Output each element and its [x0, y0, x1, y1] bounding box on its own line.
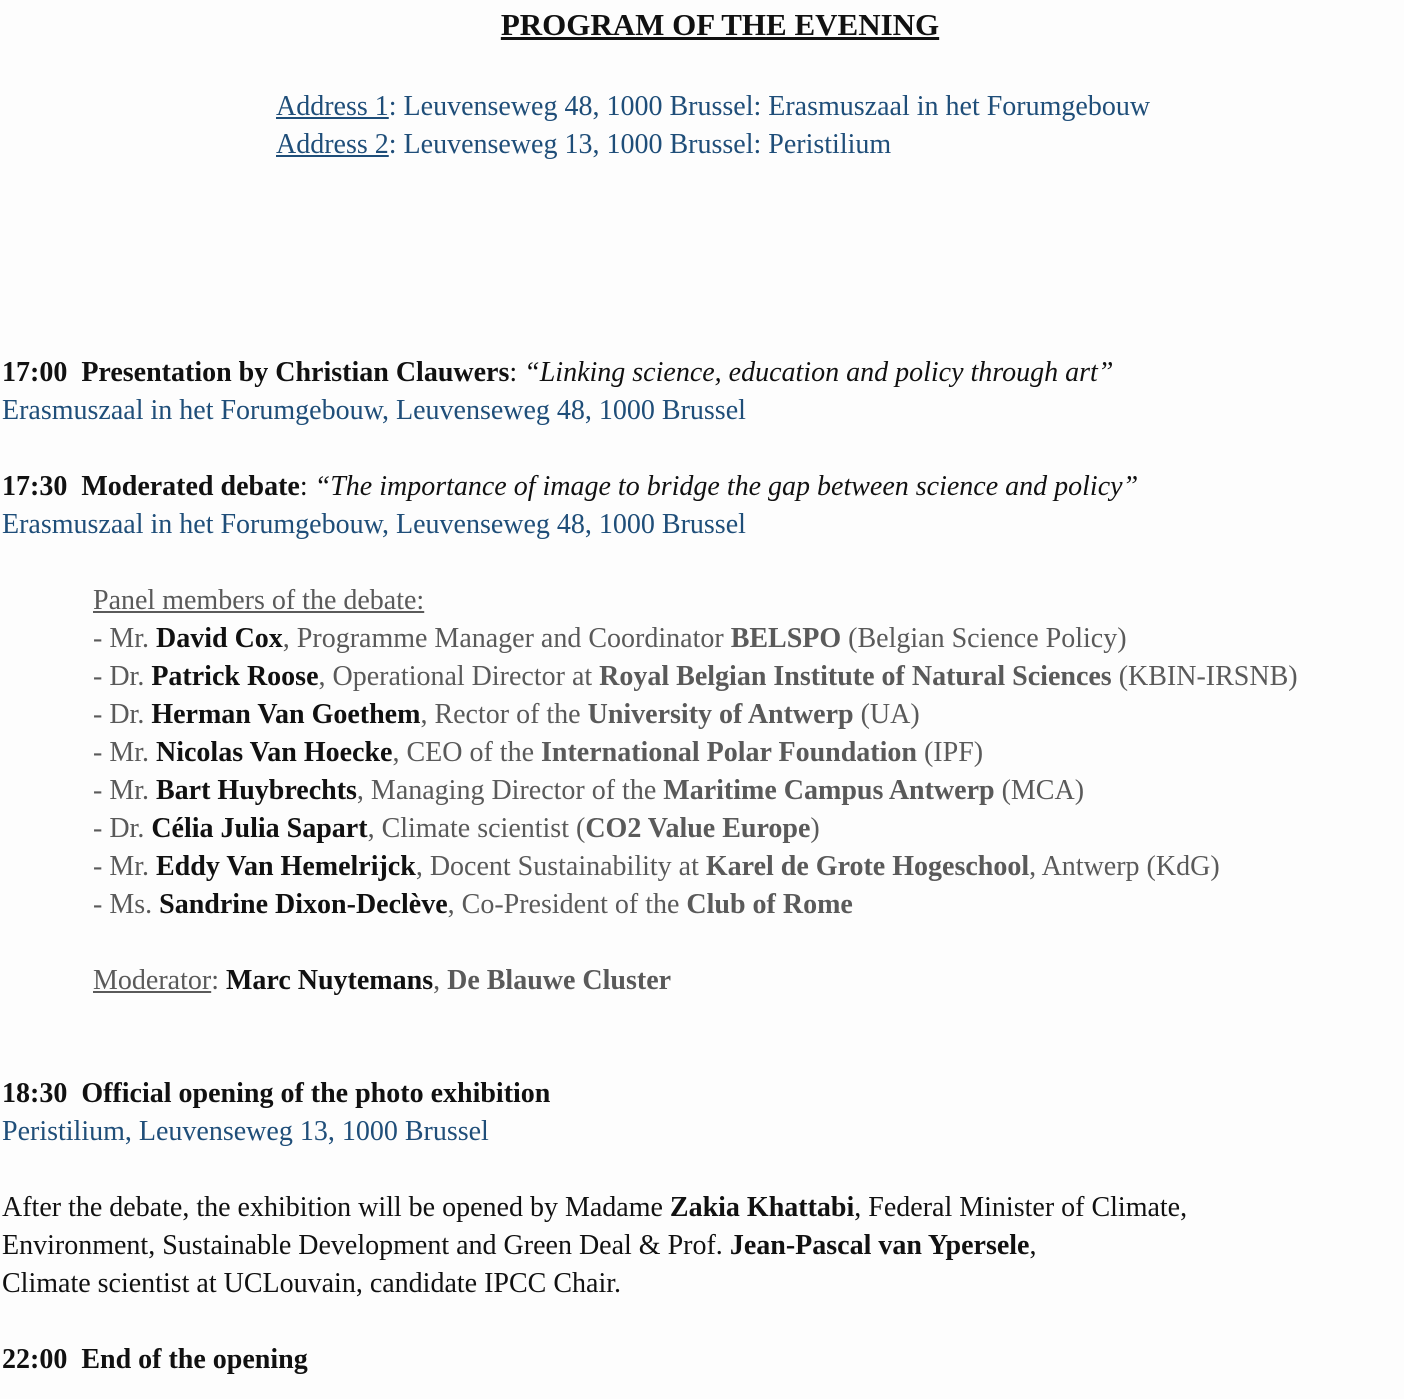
- member-title: - Mr.: [93, 775, 156, 806]
- member-role: , Docent Sustainability at: [415, 851, 706, 882]
- event-1700-heading: [2, 354, 1113, 392]
- member-name: David Cox: [156, 623, 283, 654]
- member-name: Bart Huybrechts: [156, 775, 357, 806]
- member-role: , Rector of the: [420, 699, 588, 730]
- event-time: 18:30: [2, 1078, 68, 1109]
- member-org: University of Antwerp: [587, 699, 854, 730]
- moderator-name: Marc Nuytemans: [225, 965, 434, 996]
- panel-heading: Panel members of the debate:: [93, 585, 425, 616]
- member-role: , Climate scientist (: [367, 813, 586, 844]
- member-org: International Polar Foundation: [541, 737, 917, 768]
- member-title: - Mr.: [93, 851, 156, 882]
- member-suffix: (UA): [853, 699, 920, 730]
- address-1: [276, 88, 1150, 126]
- member-title: - Dr.: [93, 661, 152, 692]
- member-suffix: (KBIN-IRSNB): [1111, 661, 1298, 692]
- event-1730-heading: [2, 468, 1138, 506]
- member-name: Célia Julia Sapart: [151, 813, 368, 844]
- member-role: , CEO of the: [392, 737, 541, 768]
- address-2-text: : Leuvenseweg 13, 1000 Brussel: Peristilium: [388, 129, 892, 160]
- address-2-label[interactable]: Address 2: [276, 129, 389, 160]
- panel-member: [93, 658, 1298, 696]
- event-1830-heading: [2, 1075, 550, 1113]
- member-role: , Operational Director at: [318, 661, 600, 692]
- event-1830-location: Peristilium, Leuvenseweg 13, 1000 Brussel: [2, 1116, 489, 1147]
- member-name: Eddy Van Hemelrijck: [156, 851, 416, 882]
- event-time: 17:30: [2, 471, 68, 502]
- member-title: - Dr.: [93, 699, 152, 730]
- opening-text-line-3: Climate scientist at UCLouvain, candidate IPCC Chair.: [2, 1268, 622, 1299]
- member-name: Patrick Roose: [151, 661, 319, 692]
- member-name: Sandrine Dixon-Declève: [159, 889, 448, 920]
- member-suffix: (MCA): [994, 775, 1085, 806]
- event-separator: :: [509, 357, 525, 388]
- address-1-label[interactable]: Address 1: [276, 91, 389, 122]
- member-title: - Dr.: [93, 813, 152, 844]
- opening-text-line-1: [2, 1189, 1187, 1227]
- member-org: Club of Rome: [686, 889, 853, 920]
- moderator-line: [93, 962, 671, 1000]
- member-org: Karel de Grote Hogeschool: [705, 851, 1030, 882]
- event-2200-heading: [2, 1341, 308, 1379]
- address-1-text: : Leuvenseweg 48, 1000 Brussel: Erasmuszaal in het Forumgebouw: [388, 91, 1151, 122]
- moderator-label: Moderator: [93, 965, 212, 996]
- member-org: BELSPO: [730, 623, 842, 654]
- panel-member: [93, 620, 1127, 658]
- event-name: End of the opening: [81, 1344, 308, 1375]
- event-1700-location: Erasmuszaal in het Forumgebouw, Leuvenseweg 48, 1000 Brussel: [2, 395, 746, 426]
- event-1730-location: Erasmuszaal in het Forumgebouw, Leuvenseweg 48, 1000 Brussel: [2, 509, 746, 540]
- moderator-comma: ,: [433, 965, 448, 996]
- opening-text: Environment, Sustainable Development and Green Deal & Prof.: [2, 1230, 730, 1261]
- event-name: Presentation by Christian Clauwers: [81, 357, 510, 388]
- member-suffix: (Belgian Science Policy): [841, 623, 1127, 654]
- event-time: 17:00: [2, 357, 68, 388]
- member-suffix: (IPF): [916, 737, 984, 768]
- opening-person-name: Zakia Khattabi: [669, 1192, 855, 1223]
- member-org: Royal Belgian Institute of Natural Sciences: [599, 661, 1112, 692]
- member-role: , Co-President of the: [447, 889, 687, 920]
- panel-member: [93, 886, 853, 924]
- opening-person-name: Jean-Pascal van Ypersele: [729, 1230, 1030, 1261]
- panel-member: [93, 772, 1084, 810]
- member-suffix: ): [810, 813, 820, 844]
- event-quote: “The importance of image to bridge the gap between science and policy”: [314, 471, 1139, 502]
- opening-text: , Federal Minister of Climate,: [854, 1192, 1188, 1223]
- opening-text: ,: [1029, 1230, 1037, 1261]
- opening-text: After the debate, the exhibition will be opened by Madame: [2, 1192, 670, 1223]
- member-org: CO2 Value Europe: [585, 813, 811, 844]
- member-name: Nicolas Van Hoecke: [156, 737, 393, 768]
- event-separator: :: [299, 471, 315, 502]
- panel-member: [93, 696, 920, 734]
- member-title: - Mr.: [93, 737, 156, 768]
- member-title: - Ms.: [93, 889, 160, 920]
- address-2: [276, 126, 891, 164]
- member-role: , Managing Director of the: [356, 775, 664, 806]
- page-title: PROGRAM OF THE EVENING: [500, 7, 940, 42]
- member-role: , Programme Manager and Coordinator: [282, 623, 731, 654]
- event-name: Official opening of the photo exhibition: [81, 1078, 551, 1109]
- member-org: Maritime Campus Antwerp: [663, 775, 995, 806]
- panel-member: [93, 810, 820, 848]
- event-time: 22:00: [2, 1344, 68, 1375]
- event-quote: “Linking science, education and policy through art”: [524, 357, 1114, 388]
- opening-text-line-2: [2, 1227, 1037, 1265]
- moderator-org: De Blauwe Cluster: [447, 965, 672, 996]
- moderator-separator: :: [211, 965, 226, 996]
- member-title: - Mr.: [93, 623, 156, 654]
- event-name: Moderated debate: [81, 471, 300, 502]
- member-name: Herman Van Goethem: [151, 699, 421, 730]
- panel-member: [93, 734, 983, 772]
- member-suffix: , Antwerp (KdG): [1029, 851, 1220, 882]
- panel-member: [93, 848, 1220, 886]
